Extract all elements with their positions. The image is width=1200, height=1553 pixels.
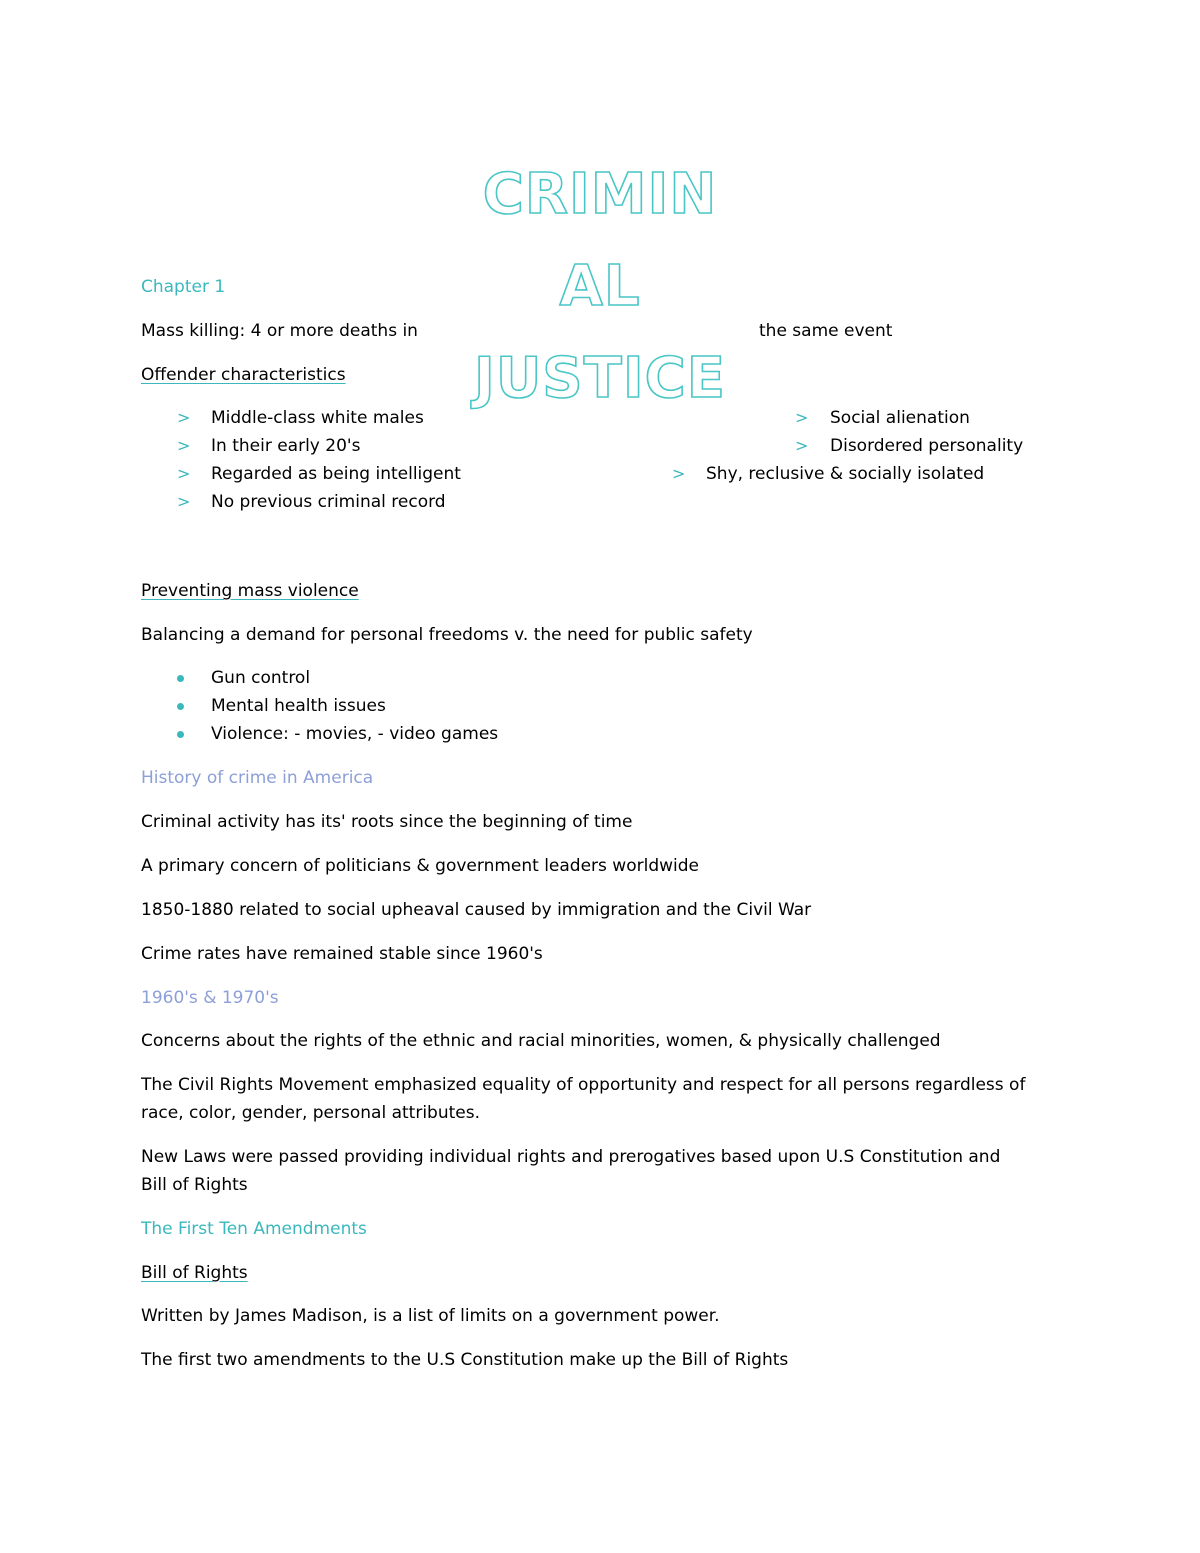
title-line-3: JUSTICE bbox=[473, 346, 727, 411]
sixties-paragraph: New Laws were passed providing individual rights and prerogatives based upon U.S Constitution and bbox=[141, 1147, 1001, 1167]
chevron-right-icon: > bbox=[177, 408, 191, 427]
bullet-dot-icon bbox=[177, 675, 184, 682]
offender-left-item: Regarded as being intelligent bbox=[211, 464, 461, 484]
preventing-heading: Preventing mass violence bbox=[141, 581, 359, 601]
amendments-line: The first two amendments to the U.S Constitution make up the Bill of Rights bbox=[141, 1350, 789, 1370]
bullet-dot-icon bbox=[177, 703, 184, 710]
chevron-right-icon: > bbox=[177, 464, 191, 483]
title-line-2: AL bbox=[559, 254, 641, 319]
mass-killing-left: Mass killing: 4 or more deaths in bbox=[141, 321, 418, 341]
preventing-bullet: Mental health issues bbox=[211, 696, 386, 716]
mass-killing-right: the same event bbox=[759, 321, 893, 341]
preventing-bullet: Gun control bbox=[211, 668, 311, 688]
chevron-right-icon: > bbox=[795, 436, 809, 455]
offender-left-item: Middle-class white males bbox=[211, 408, 424, 428]
title-line-1: CRIMIN bbox=[482, 162, 718, 227]
amendments-line: Written by James Madison, is a list of limits on a government power. bbox=[141, 1306, 720, 1326]
sixties-heading: 1960's & 1970's bbox=[141, 988, 279, 1008]
sixties-paragraph: race, color, gender, personal attributes. bbox=[141, 1103, 480, 1123]
chevron-right-icon: > bbox=[672, 464, 686, 483]
bullet-dot-icon bbox=[177, 731, 184, 738]
amendments-heading: The First Ten Amendments bbox=[141, 1219, 367, 1239]
bill-of-rights-heading: Bill of Rights bbox=[141, 1263, 248, 1283]
offender-right-item: Social alienation bbox=[830, 408, 970, 428]
history-line: 1850-1880 related to social upheaval caused by immigration and the Civil War bbox=[141, 900, 812, 920]
chevron-right-icon: > bbox=[795, 408, 809, 427]
offender-heading: Offender characteristics bbox=[141, 365, 346, 385]
sixties-paragraph: The Civil Rights Movement emphasized equality of opportunity and respect for all persons regardless of bbox=[141, 1075, 1026, 1095]
history-line: A primary concern of politicians & government leaders worldwide bbox=[141, 856, 699, 876]
offender-right-item: Disordered personality bbox=[830, 436, 1024, 456]
offender-left-item: No previous criminal record bbox=[211, 492, 446, 512]
preventing-bullet: Violence: - movies, - video games bbox=[211, 724, 499, 744]
offender-left-item: In their early 20's bbox=[211, 436, 361, 456]
offender-right-item: Shy, reclusive & socially isolated bbox=[706, 464, 985, 484]
chevron-right-icon: > bbox=[177, 436, 191, 455]
history-heading: History of crime in America bbox=[141, 768, 374, 788]
history-line: Crime rates have remained stable since 1960's bbox=[141, 944, 543, 964]
preventing-intro: Balancing a demand for personal freedoms v. the need for public safety bbox=[141, 625, 753, 645]
chevron-right-icon: > bbox=[177, 492, 191, 511]
sixties-paragraph: Concerns about the rights of the ethnic and racial minorities, women, & physically challenged bbox=[141, 1031, 941, 1051]
sixties-paragraph: Bill of Rights bbox=[141, 1175, 248, 1195]
history-line: Criminal activity has its' roots since the beginning of time bbox=[141, 812, 633, 832]
chapter-heading: Chapter 1 bbox=[141, 277, 226, 297]
